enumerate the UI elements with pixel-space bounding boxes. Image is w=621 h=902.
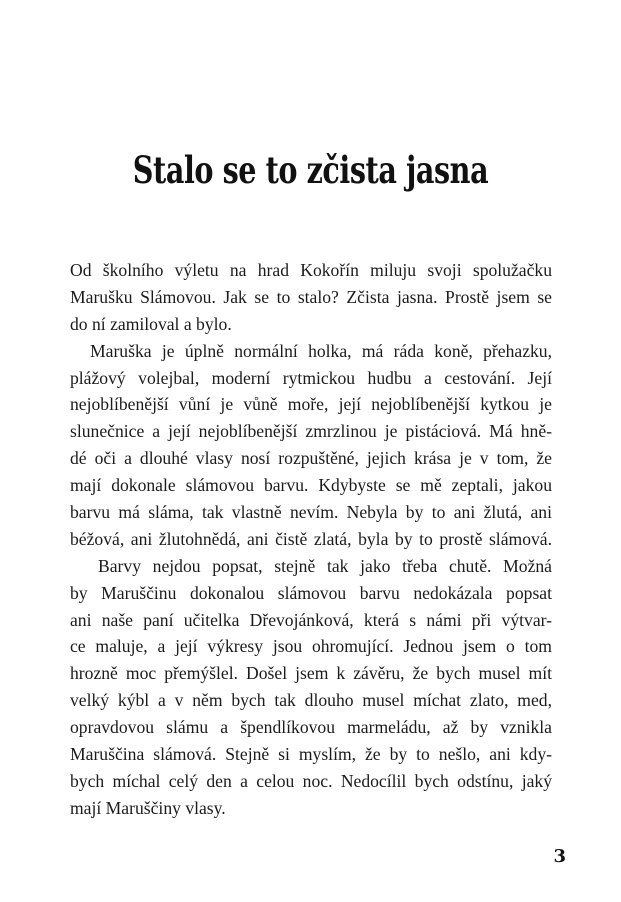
text-line: ce maluje, a její výkresy jsou ohromující. Jednou jsem o tom: [70, 636, 552, 657]
text-line: mají Maruščiny vlasy.: [70, 797, 226, 818]
text-line: béžová, ani žlutohnědá, ani čistě zlatá, byla by to prostě slámová.: [70, 528, 552, 549]
text-line: barvu má sláma, tak vlastně nevím. Nebyla by to ani žlutá, ani: [70, 502, 552, 523]
text-line: ani naše paní učitelka Dřevojánková, která s námi při výtvar-: [70, 609, 552, 630]
text-line: opravdovou slámu a špendlíkovou marmeládu, až by vznikla: [70, 717, 552, 738]
chapter-title: Stalo se to zčista jasna: [132, 148, 489, 192]
text-line: do ní zamiloval a bylo.: [70, 313, 232, 334]
text-line: Barvy nejdou popsat, stejně tak jako třeba chutě. Možná: [98, 555, 552, 576]
text-line: Maruška je úplně normální holka, má ráda koně, přehazku,: [90, 340, 552, 361]
page-number: 3: [553, 846, 566, 867]
text-line: Marušku Slámovou. Jak se to stalo? Zčista jasna. Prostě jsem se: [70, 286, 552, 307]
text-line: mají dokonale slámovou barvu. Kdybyste se mě zeptali, jakou: [70, 475, 552, 496]
text-line: nejoblíbenější vůní je vůně moře, její nejoblíbenější kytkou je: [70, 394, 552, 415]
text-line: plážový volejbal, moderní rytmickou hudbu a cestování. Její: [70, 367, 552, 388]
text-line: bych míchal celý den a celou noc. Nedocílil bych odstínu, jaký: [70, 770, 552, 791]
text-line: dé oči a dlouhé vlasy nosí rozpuštěné, jejich krása je v tom, že: [70, 448, 552, 469]
text-line: velký kýbl a v něm bych tak dlouho musel míchat zlato, med,: [70, 690, 552, 711]
text-line: by Maruščinu dokonalou slámovou barvu nedokázala popsat: [70, 582, 552, 603]
text-line: Od školního výletu na hrad Kokořín miluju svoji spolužačku: [70, 260, 552, 280]
chapter-body: [70, 257, 552, 822]
text-line: slunečnice a její nejoblíbenější zmrzlinou je pistáciová. Má hně-: [70, 421, 552, 442]
text-line: hrozně moc přemýšlel. Došel jsem k závěru, že bych musel mít: [70, 663, 552, 684]
text-line: Maruščina slámová. Stejně si myslím, že by to nešlo, ani kdy-: [70, 744, 552, 765]
